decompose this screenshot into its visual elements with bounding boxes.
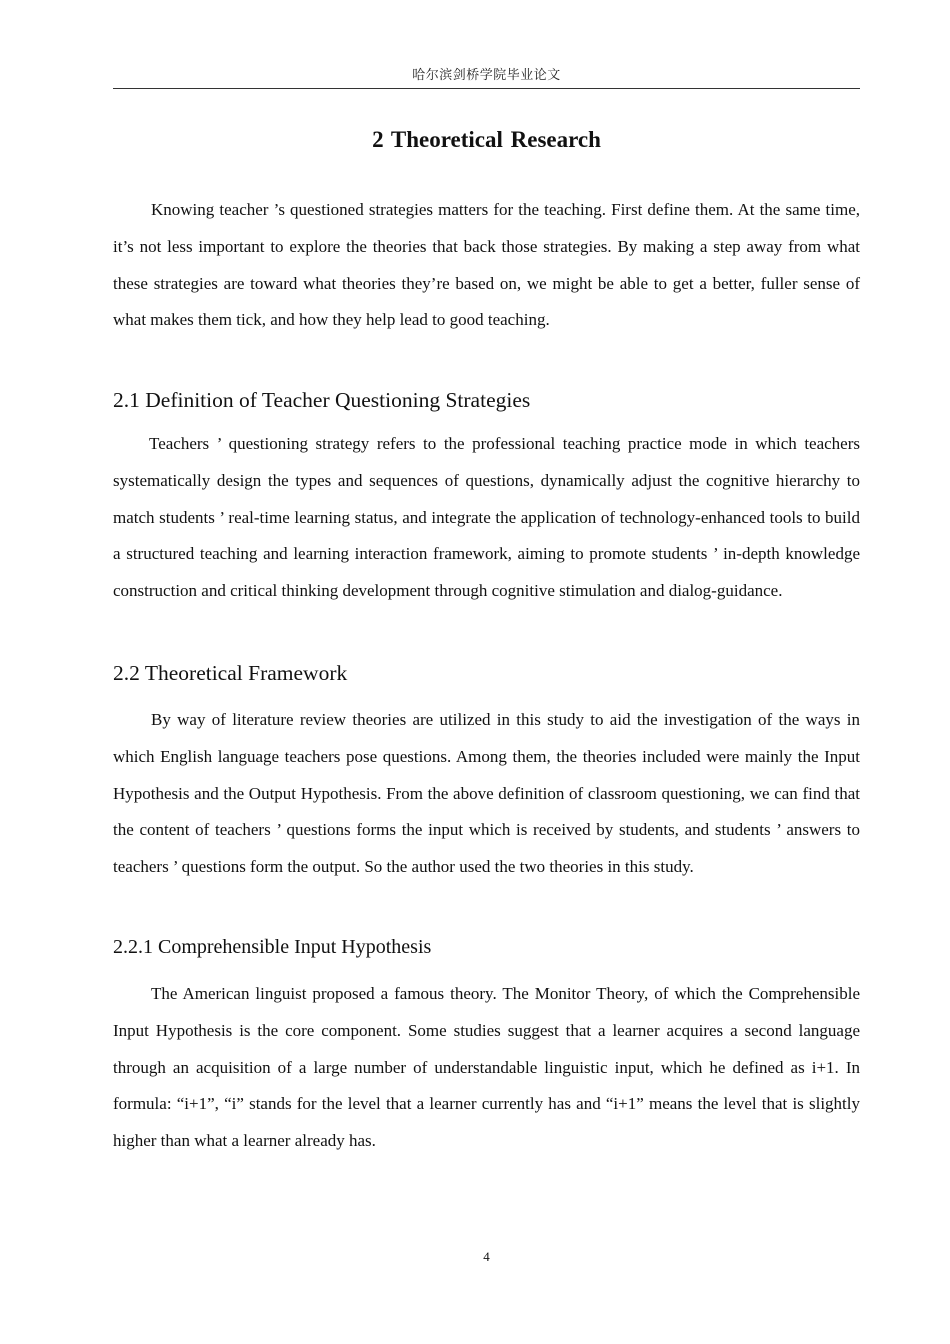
section-heading-2-1: 2.1 Definition of Teacher Questioning Strategies: [113, 388, 531, 412]
section-2-1-paragraph: Teachers ’ questioning strategy refers to the professional teaching practice mode in which teachers systematically design the types and sequences of questions, dynamically adjust the cognitive hierarchy to match students ’ real-time learning status, and integrate the application of technology-enhanced tools to build a structured teaching and learning interaction framework, aiming to promote students ’ in-depth knowledge construction and critical thinking development through cognitive stimulation and dialog-guidance.: [113, 434, 860, 601]
page-number: 4: [483, 1249, 490, 1264]
chapter-title: 2 Theoretical Research: [372, 127, 601, 152]
section-2-2-paragraph: By way of literature review theories are utilized in this study to aid the investigation of the ways in which English language teachers pose questions. Among them, the theories included were mainly the Input Hypothesis and the Output Hypothesis. From the above definition of classroom questioning, we can find that the content of teachers ’ questions forms the input which is received by students, and students ’ answers to teachers ’ questions form the output. So the author used the two theories in this study.: [113, 710, 860, 877]
section-heading-2-2: 2.2 Theoretical Framework: [113, 661, 348, 685]
header-divider: [113, 88, 860, 89]
running-header: 哈尔滨剑桥学院毕业论文: [412, 67, 561, 82]
intro-paragraph: Knowing teacher ’s questioned strategies matters for the teaching. First define them. At the same time, it’s not less important to explore the theories that back those strategies. By making a step away from what these strategies are toward what theories they’re based on, we might be able to get a better, fuller sense of what makes them tick, and how they help lead to good teaching.: [113, 200, 860, 330]
section-heading-2-2-1: 2.2.1 Comprehensible Input Hypothesis: [113, 936, 432, 958]
section-2-2-1-paragraph: The American linguist proposed a famous theory. The Monitor Theory, of which the Comprehensible Input Hypothesis is the core component. Some studies suggest that a learner acquires a second language through an acquisition of a large number of understandable linguistic input, which he defined as i+1. In formula: “i+1”, “i” stands for the level that a learner currently has and “i+1” means the level that is slightly higher than what a learner already has.: [113, 984, 860, 1151]
